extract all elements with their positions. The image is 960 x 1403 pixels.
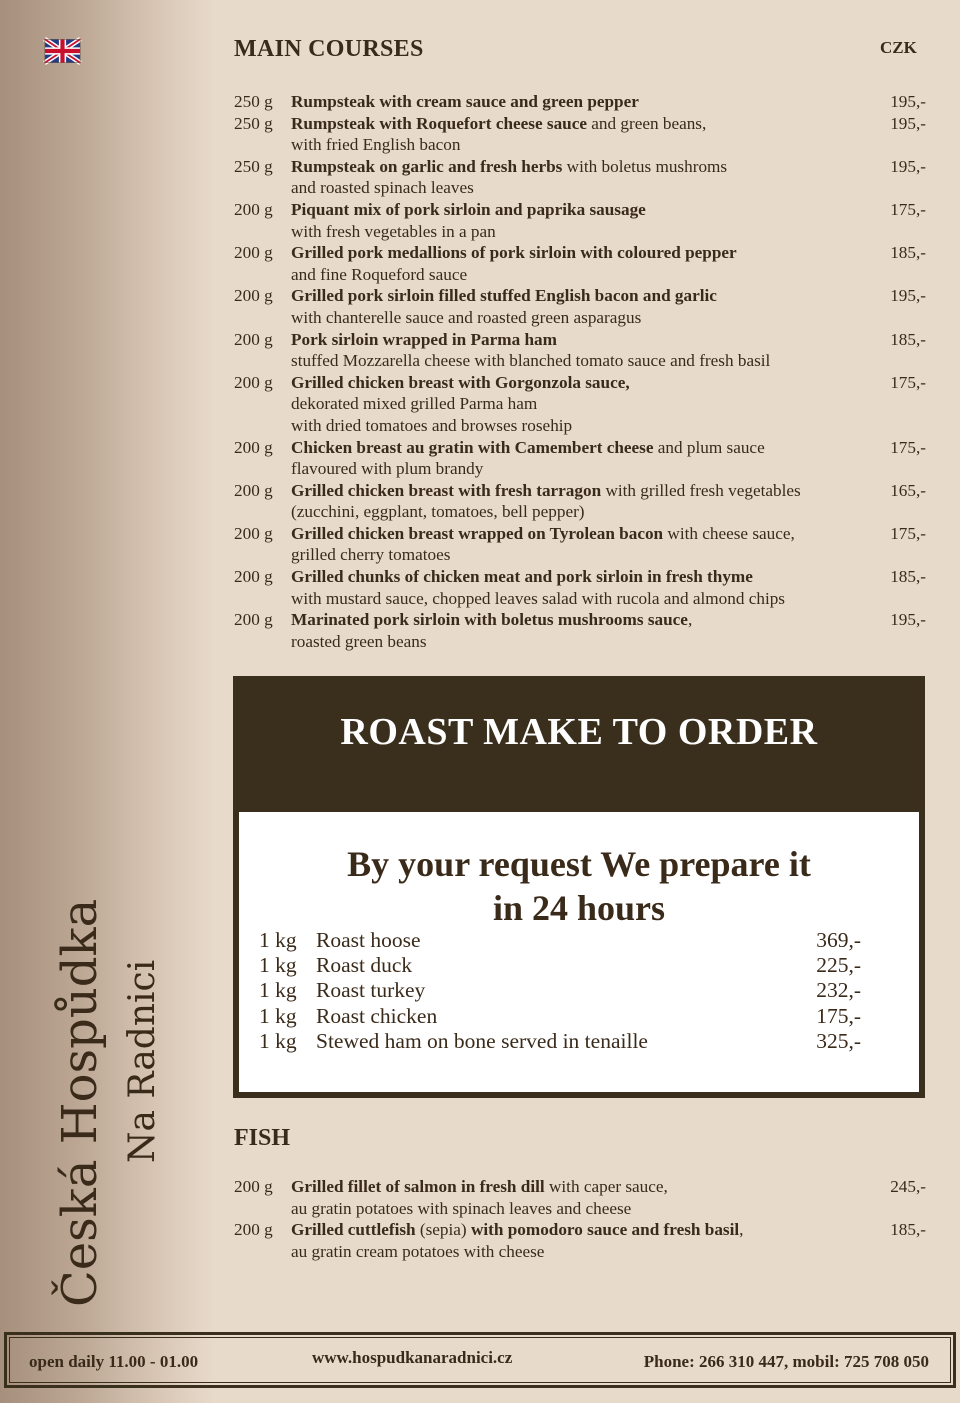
- dish-detail: au gratin cream potatoes with cheese: [291, 1241, 545, 1261]
- dish-name: Grilled fillet of salmon in fresh dill: [291, 1177, 545, 1196]
- roast-name: Stewed ham on bone served in tenaille: [316, 1028, 648, 1053]
- description-line: [291, 1176, 876, 1198]
- description-line: [291, 350, 876, 372]
- item-price: 175,-: [890, 372, 926, 392]
- roast-name: Roast turkey: [316, 978, 426, 1003]
- item-price: 185,-: [890, 1220, 926, 1240]
- brand-logo: [8, 898, 163, 1325]
- roast-item: [259, 1004, 861, 1029]
- description-line: [291, 1198, 876, 1220]
- dish-name: Chicken breast au gratin with Camembert cheese: [291, 437, 654, 457]
- description-line: [291, 609, 876, 631]
- phone-numbers: Phone: 266 310 447, mobil: 725 708 050: [643, 1352, 929, 1371]
- dish-name: Grilled chunks of chicken meat and pork sirloin in fresh thyme: [291, 567, 753, 587]
- dish-detail: with grilled fresh vegetables: [601, 480, 801, 500]
- dish-name: with pomodoro sauce and fresh basil: [470, 1220, 740, 1240]
- menu-item: [234, 523, 926, 566]
- menu-item: [234, 372, 926, 437]
- item-description: [291, 566, 876, 609]
- dish-detail: with fresh vegetables in a pan: [291, 221, 496, 241]
- item-price: 195,-: [890, 286, 926, 306]
- dish-detail: flavoured with plum brandy: [291, 459, 484, 479]
- description-line: [291, 415, 876, 437]
- menu-item: [234, 437, 926, 480]
- dish-name: Rumpsteak with Roquefort cheese sauce: [291, 113, 587, 133]
- item-price: 185,-: [890, 329, 926, 349]
- item-description: [291, 609, 876, 652]
- item-weight: 250 g: [234, 156, 273, 176]
- roast-header: [233, 676, 925, 812]
- dish-detail: roasted green beans: [291, 631, 427, 651]
- dish-detail: ,: [687, 610, 693, 630]
- dish-detail: au gratin potatoes with spinach leaves and cheese: [291, 1198, 632, 1218]
- website-link[interactable]: www.hospudkanaradnici.cz: [312, 1348, 513, 1367]
- description-line: [291, 285, 876, 307]
- dish-detail: with dried tomatoes and browses rosehip: [291, 415, 573, 435]
- request-note: [239, 842, 919, 930]
- item-weight: 200 g: [234, 610, 273, 630]
- roast-title: ROAST MAKE TO ORDER: [340, 711, 818, 753]
- item-price: 165,-: [890, 480, 926, 500]
- menu-item: [234, 242, 926, 285]
- menu-item: [234, 1176, 926, 1219]
- item-description: [291, 91, 876, 113]
- fish-title: FISH: [234, 1125, 291, 1151]
- roast-item: [259, 928, 861, 953]
- dish-detail: with fried English bacon: [291, 135, 461, 155]
- item-description: [291, 1176, 876, 1219]
- item-weight: 250 g: [234, 113, 273, 133]
- item-description: [291, 156, 876, 199]
- description-line: [291, 544, 876, 566]
- dish-detail: ,: [739, 1220, 744, 1240]
- description-line: [291, 372, 876, 394]
- dish-detail: dekorated mixed grilled Parma ham: [291, 394, 538, 414]
- item-description: [291, 199, 876, 242]
- currency-label: CZK: [880, 38, 917, 57]
- menu-item: [234, 113, 926, 156]
- dish-detail: stuffed Mozzarella cheese with blanched tomato sauce and fresh basil: [291, 351, 771, 371]
- description-line: [291, 199, 876, 221]
- menu-item: [234, 199, 926, 242]
- roast-price: 369,-: [816, 928, 861, 952]
- roast-quantity: 1 kg: [259, 1028, 297, 1053]
- roast-box: [233, 806, 925, 1098]
- dish-name: Grilled chicken breast wrapped on Tyrolean bacon: [291, 523, 664, 543]
- dish-detail: (sepia): [415, 1220, 471, 1240]
- description-line: [291, 631, 876, 653]
- menu-item: [234, 566, 926, 609]
- dish-name: Grilled chicken breast with fresh tarragon: [291, 480, 602, 500]
- dish-name: Rumpsteak with cream sauce and green pepper: [291, 92, 639, 111]
- description-line: [291, 177, 876, 199]
- description-line: [291, 113, 876, 135]
- menu-item: [234, 1219, 926, 1262]
- dish-name: Pork sirloin wrapped in Parma ham: [291, 329, 557, 349]
- roast-name: Roast hoose: [316, 928, 421, 952]
- menu-item: [234, 91, 926, 113]
- menu-item: [234, 285, 926, 328]
- description-line: [291, 221, 876, 243]
- roast-item: [259, 953, 861, 978]
- item-price: 175,-: [890, 523, 926, 543]
- dish-detail: with mustard sauce, chopped leaves salad with rucola and almond chips: [291, 588, 785, 608]
- item-description: [291, 113, 876, 156]
- roast-name: Roast chicken: [316, 1003, 438, 1028]
- menu-item: [234, 156, 926, 199]
- opening-hours: open daily 11.00 - 01.00: [29, 1352, 199, 1371]
- roast-item: [259, 978, 861, 1003]
- item-price: 175,-: [890, 199, 926, 219]
- item-price: 185,-: [890, 243, 926, 263]
- roast-price: 232,-: [816, 978, 861, 1003]
- dish-detail: and plum sauce: [653, 437, 765, 457]
- description-line: [291, 588, 876, 610]
- item-description: [291, 242, 876, 285]
- fish-list: [234, 1176, 926, 1262]
- dish-detail: with caper sauce,: [544, 1177, 668, 1196]
- roast-box-inner: [239, 806, 919, 1092]
- item-description: [291, 1219, 876, 1262]
- item-description: [291, 329, 876, 372]
- description-line: [291, 393, 876, 415]
- main-courses-list: [234, 91, 926, 652]
- item-price: 195,-: [890, 92, 926, 111]
- description-line: [291, 523, 876, 545]
- description-line: [291, 458, 876, 480]
- roast-quantity: 1 kg: [259, 978, 297, 1003]
- item-description: [291, 372, 876, 437]
- menu-item: [234, 609, 926, 652]
- item-weight: 200 g: [234, 1220, 273, 1240]
- dish-detail: grilled cherry tomatoes: [291, 545, 451, 565]
- item-weight: 200 g: [234, 329, 273, 349]
- dish-detail: with cheese sauce,: [663, 523, 795, 543]
- description-line: [291, 566, 876, 588]
- description-line: [291, 501, 876, 523]
- description-line: [291, 1219, 876, 1241]
- dish-detail: with boletus mushroms: [562, 156, 728, 176]
- description-line: [291, 91, 876, 113]
- item-price: 185,-: [890, 567, 926, 587]
- description-line: [291, 480, 876, 502]
- request-line-1: By your request We prepare it: [347, 844, 811, 884]
- main-courses-title: MAIN COURSES: [234, 36, 424, 62]
- menu-item: [234, 329, 926, 372]
- item-weight: 200 g: [234, 480, 273, 500]
- roast-name: Roast duck: [316, 953, 413, 978]
- item-weight: 200 g: [234, 1177, 273, 1196]
- dish-detail: and roasted spinach leaves: [291, 178, 474, 198]
- dish-detail: with chanterelle sauce and roasted green asparagus: [291, 307, 642, 327]
- footer: [4, 1332, 956, 1388]
- dish-detail: and fine Roqueford sauce: [291, 264, 468, 284]
- item-description: [291, 437, 876, 480]
- item-weight: 200 g: [234, 243, 273, 263]
- description-line: [291, 329, 876, 351]
- roast-price: 175,-: [816, 1003, 861, 1028]
- item-weight: 250 g: [234, 92, 273, 111]
- dish-detail: (zucchini, eggplant, tomatoes, bell pepper): [291, 502, 585, 522]
- roast-item: [259, 1029, 861, 1054]
- description-line: [291, 264, 876, 286]
- roast-quantity: 1 kg: [259, 953, 297, 978]
- request-line-2: in 24 hours: [492, 888, 666, 928]
- item-price: 245,-: [890, 1177, 926, 1196]
- dish-name: Grilled cuttlefish: [291, 1220, 416, 1240]
- item-description: [291, 285, 876, 328]
- roast-quantity: 1 kg: [259, 928, 297, 952]
- roast-price: 325,-: [816, 1028, 861, 1053]
- item-description: [291, 480, 876, 523]
- dish-name: Rumpsteak on garlic and fresh herbs: [291, 156, 563, 176]
- dish-name: Marinated pork sirloin with boletus mushrooms sauce: [291, 610, 688, 630]
- item-weight: 200 g: [234, 286, 273, 306]
- roast-list: [259, 928, 861, 1054]
- description-line: [291, 134, 876, 156]
- item-price: 195,-: [890, 113, 926, 133]
- item-weight: 200 g: [234, 372, 273, 392]
- item-weight: 200 g: [234, 567, 273, 587]
- description-line: [291, 156, 876, 178]
- menu-item: [234, 480, 926, 523]
- item-price: 195,-: [890, 156, 926, 176]
- description-line: [291, 437, 876, 459]
- item-price: 195,-: [890, 610, 926, 630]
- dish-name: Grilled pork medallions of pork sirloin with coloured pepper: [291, 243, 737, 263]
- brand-name: Česká Hospůdka: [52, 898, 108, 1307]
- dish-name: Piquant mix of pork sirloin and paprika sausage: [291, 199, 646, 219]
- item-description: [291, 523, 876, 566]
- uk-flag-icon[interactable]: [44, 39, 81, 63]
- brand-subtitle: Na Radnici: [122, 959, 163, 1163]
- roast-price: 225,-: [816, 953, 861, 978]
- roast-quantity: 1 kg: [259, 1003, 297, 1028]
- item-weight: 200 g: [234, 437, 273, 457]
- dish-detail: and green beans,: [586, 113, 707, 133]
- description-line: [291, 1241, 876, 1263]
- description-line: [291, 307, 876, 329]
- dish-name: Grilled pork sirloin filled stuffed English bacon and garlic: [291, 286, 717, 306]
- item-price: 175,-: [890, 437, 926, 457]
- item-weight: 200 g: [234, 199, 273, 219]
- dish-name: Grilled chicken breast with Gorgonzola sauce,: [291, 372, 630, 392]
- item-weight: 200 g: [234, 523, 273, 543]
- description-line: [291, 242, 876, 264]
